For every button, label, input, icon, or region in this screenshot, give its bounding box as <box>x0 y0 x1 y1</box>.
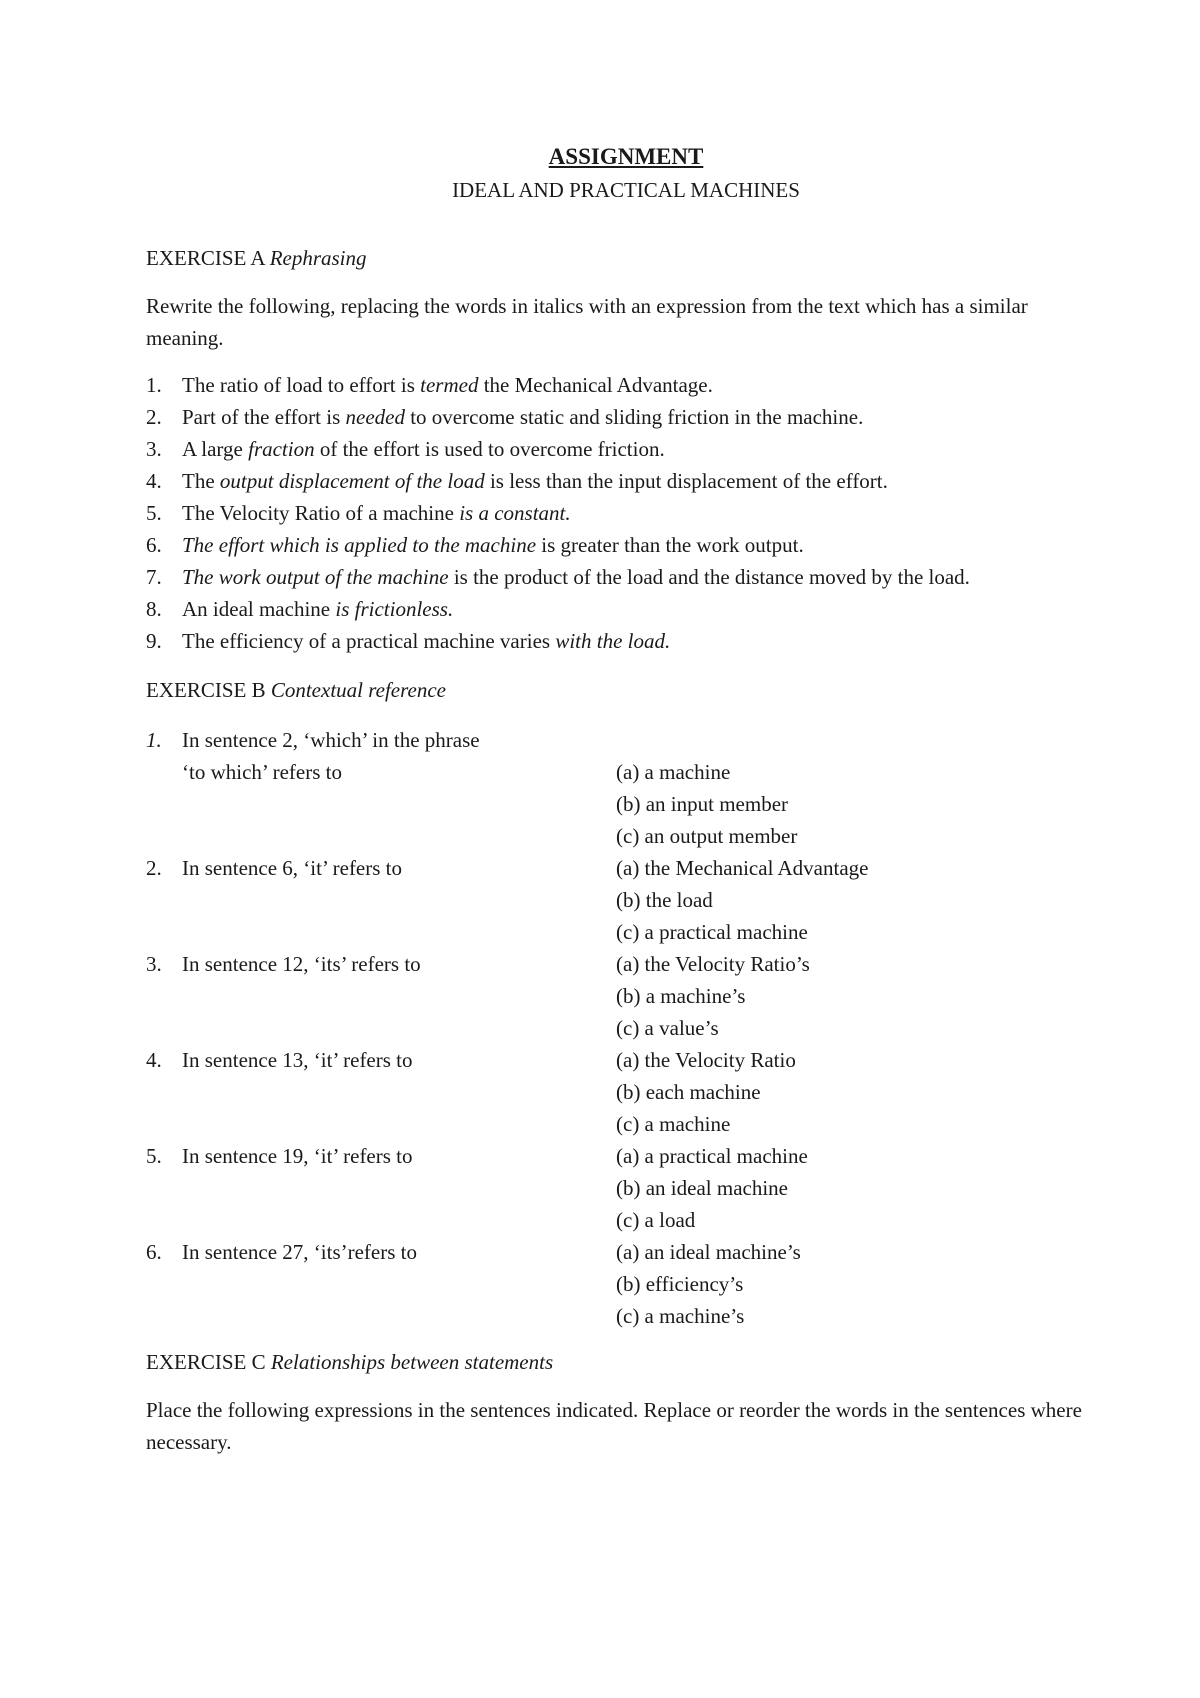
question-text: ‘to which’ refers to <box>182 760 342 784</box>
item-text-italic: The work output of the machine <box>182 564 449 589</box>
item-text-italic: with the load. <box>555 628 671 653</box>
answer-option: (b) the load <box>616 888 713 912</box>
list-item <box>146 625 1106 657</box>
question-number <box>146 1076 182 1108</box>
question-text <box>182 1076 616 1108</box>
answer-option: (a) the Velocity Ratio <box>616 1048 796 1072</box>
question-text <box>182 1012 616 1044</box>
question-row <box>146 1108 1106 1140</box>
answer-option: (c) a value’s <box>616 1016 719 1040</box>
question-text: In sentence 19, ‘it’ refers to <box>182 1144 413 1168</box>
item-text-before: The Velocity Ratio of a machine <box>182 500 460 525</box>
question-number: 4. <box>146 1048 162 1072</box>
item-text-italic: is a constant. <box>459 500 571 525</box>
answer-option: (b) efficiency’s <box>616 1272 744 1296</box>
question-row <box>146 724 1106 756</box>
exercise-a-heading <box>146 243 1106 275</box>
item-text <box>182 465 888 497</box>
question-row <box>146 852 1106 884</box>
question-number <box>146 916 182 948</box>
question-row <box>146 1172 1106 1204</box>
item-text-after: is less than the input displacement of the effort. <box>484 468 888 493</box>
item-number: 3. <box>146 436 162 461</box>
exercise-c-label: EXERCISE C <box>146 1350 266 1374</box>
question-row <box>146 916 1106 948</box>
page-title: ASSIGNMENT <box>548 144 704 169</box>
question-number: 1. <box>146 728 162 752</box>
list-item <box>146 369 1106 401</box>
item-number: 6. <box>146 532 162 557</box>
list-item <box>146 561 1106 593</box>
item-number: 2. <box>146 404 162 429</box>
item-text-after: is the product of the load and the distance moved by the load. <box>448 564 970 589</box>
item-text <box>182 625 670 657</box>
item-text <box>182 369 713 401</box>
item-text-after: the Mechanical Advantage. <box>478 372 713 397</box>
question-number <box>146 980 182 1012</box>
exercise-b-label: EXERCISE B <box>146 677 266 702</box>
item-text-italic: The effort which is applied to the machine <box>182 532 537 557</box>
list-item <box>146 497 1106 529</box>
question-text <box>182 820 616 852</box>
question-number: 6. <box>146 1240 162 1264</box>
item-text <box>182 433 665 465</box>
question-row <box>146 1044 1106 1076</box>
answer-option: (c) a machine <box>616 1112 731 1136</box>
exercise-b-questions <box>146 724 1106 1332</box>
question-number <box>146 1204 182 1236</box>
question-number: 5. <box>146 1144 162 1168</box>
exercise-c-heading <box>146 1347 1106 1379</box>
answer-option: (c) a practical machine <box>616 920 808 944</box>
question-row <box>146 1300 1106 1332</box>
question-text: In sentence 27, ‘its’refers to <box>182 1240 417 1264</box>
item-text-before: The <box>182 468 220 493</box>
item-text <box>182 497 571 529</box>
list-item <box>146 433 1106 465</box>
question-number <box>146 756 182 788</box>
question-row <box>146 820 1106 852</box>
item-text-before: An ideal machine <box>182 596 336 621</box>
answer-option: (a) the Mechanical Advantage <box>616 856 869 880</box>
item-text <box>182 401 863 433</box>
item-number: 5. <box>146 500 162 525</box>
question-number: 2. <box>146 856 162 880</box>
question-text <box>182 1108 616 1140</box>
question-row <box>146 1076 1106 1108</box>
question-text: In sentence 2, ‘which’ in the phrase <box>182 728 480 752</box>
exercise-a-label: EXERCISE A <box>146 246 265 270</box>
item-text-italic: fraction <box>248 436 315 461</box>
question-row <box>146 948 1106 980</box>
question-row <box>146 1012 1106 1044</box>
item-number: 8. <box>146 596 162 621</box>
answer-option: (b) an input member <box>616 792 789 816</box>
exercise-c-topic: Relationships between statements <box>270 1350 554 1374</box>
question-text: In sentence 12, ‘its’ refers to <box>182 952 421 976</box>
question-text <box>182 916 616 948</box>
question-number <box>146 1172 182 1204</box>
item-text <box>182 529 804 561</box>
question-number <box>146 1268 182 1300</box>
question-number <box>146 788 182 820</box>
answer-option: (c) a load <box>616 1208 696 1232</box>
question-row <box>146 788 1106 820</box>
item-text <box>182 593 453 625</box>
answer-option: (b) a machine’s <box>616 984 746 1008</box>
answer-option: (a) a machine <box>616 760 731 784</box>
list-item <box>146 465 1106 497</box>
question-number <box>146 884 182 916</box>
question-row <box>146 756 1106 788</box>
item-text-italic: output displacement of the load <box>219 468 485 493</box>
item-text-before: The efficiency of a practical machine varies <box>182 628 556 653</box>
item-text-italic: termed <box>420 372 479 397</box>
answer-option: (b) each machine <box>616 1080 761 1104</box>
answer-option: (c) an output member <box>616 824 798 848</box>
question-number <box>146 820 182 852</box>
list-item <box>146 529 1106 561</box>
question-number <box>146 1108 182 1140</box>
question-text <box>182 884 616 916</box>
item-number: 4. <box>146 468 162 493</box>
question-row <box>146 980 1106 1012</box>
item-text-after: of the effort is used to overcome friction. <box>314 436 665 461</box>
question-text: In sentence 6, ‘it’ refers to <box>182 856 403 880</box>
question-row <box>146 1236 1106 1268</box>
item-number: 7. <box>146 564 162 589</box>
item-text <box>182 561 970 593</box>
answer-option <box>616 724 1106 756</box>
question-row <box>146 1204 1106 1236</box>
answer-option: (a) an ideal machine’s <box>616 1240 801 1264</box>
item-text-before: A large <box>182 436 249 461</box>
item-text-before: Part of the effort is <box>182 404 346 429</box>
exercise-a-topic: Rephrasing <box>269 246 367 270</box>
list-item <box>146 593 1106 625</box>
exercise-a-list <box>146 369 1106 657</box>
item-text-after: to overcome static and sliding friction in the machine. <box>404 404 864 429</box>
answer-option: (a) the Velocity Ratio’s <box>616 952 810 976</box>
exercise-b-topic: Contextual reference <box>270 677 446 702</box>
item-text-italic: is frictionless. <box>335 596 454 621</box>
question-number: 3. <box>146 952 162 976</box>
answer-option: (a) a practical machine <box>616 1144 808 1168</box>
exercise-c-instructions: Place the following expressions in the sentences indicated. Replace or reorder the words in the sentences where necessary. <box>146 1397 1082 1454</box>
list-item <box>146 401 1106 433</box>
question-text <box>182 1268 616 1300</box>
question-text <box>182 1204 616 1236</box>
question-row <box>146 884 1106 916</box>
item-number: 1. <box>146 372 162 397</box>
page-subtitle: IDEAL AND PRACTICAL MACHINES <box>452 177 800 202</box>
item-text-before: The ratio of load to effort is <box>182 372 421 397</box>
answer-option: (c) a machine’s <box>616 1304 745 1328</box>
exercise-b-heading <box>146 675 1106 707</box>
question-row <box>146 1268 1106 1300</box>
question-number <box>146 1300 182 1332</box>
answer-option: (b) an ideal machine <box>616 1176 788 1200</box>
item-text-after: is greater than the work output. <box>536 532 804 557</box>
item-text-italic: needed <box>345 404 405 429</box>
question-number <box>146 1012 182 1044</box>
exercise-a-instructions: Rewrite the following, replacing the words in italics with an expression from the text which has a similar meaning. <box>146 293 1028 350</box>
question-text <box>182 1300 616 1332</box>
question-text <box>182 1172 616 1204</box>
item-number: 9. <box>146 628 162 653</box>
question-text <box>182 788 616 820</box>
question-row <box>146 1140 1106 1172</box>
document-page <box>146 140 1106 1473</box>
question-text <box>182 980 616 1012</box>
question-text: In sentence 13, ‘it’ refers to <box>182 1048 413 1072</box>
